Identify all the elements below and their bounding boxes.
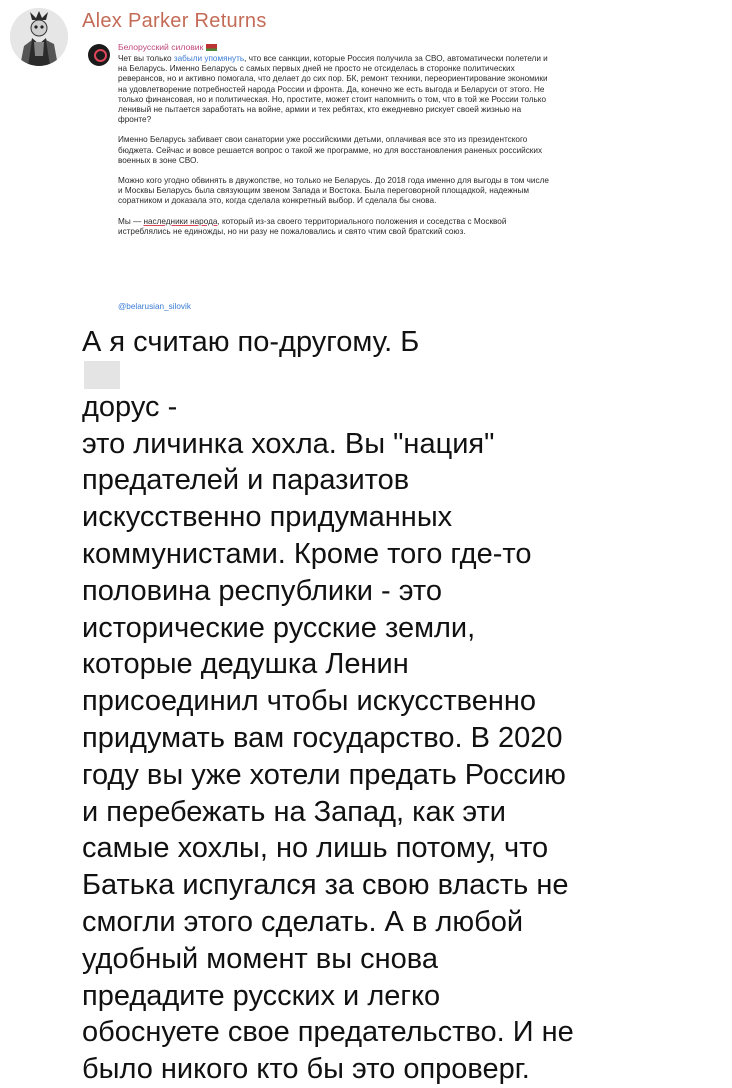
quoted-paragraph-2: Именно Беларусь забивает свои санатории уже российскими детьми, оплачивая все это из президентского бюджета. Сейчас и вовсе решается вопрос о такой же программе, но для восстановления раненых российских военных в зоне СВО. [118, 135, 543, 165]
post-line: предателей и паразитов [82, 464, 410, 497]
author-avatar[interactable] [10, 8, 68, 66]
post-line: было никого кто бы это опроверг. [82, 1053, 530, 1086]
post-line: Батька испугался за свою власть не [82, 869, 569, 902]
quoted-paragraph-4 [118, 217, 554, 237]
quoted-screenshot[interactable] [82, 40, 560, 318]
post-line: присоединил чтобы искусственно [82, 685, 537, 718]
post-line: обоснуете свое предательство. И не [82, 1016, 574, 1049]
post-line: коммунистами. Кроме того где-то [82, 537, 532, 570]
quoted-text-fragment: , который из-за своего территориального положения и соседства с Москвой истреблялись не единожды, но ни разу не пожаловались и свято чтим свой братский союз. [118, 216, 507, 236]
post-body [82, 324, 582, 1088]
post-line: самые хохлы, но лишь потому, что [82, 832, 549, 865]
post-line: искусственно придуманных [82, 501, 453, 534]
quoted-link-heirs[interactable]: наследники народа [143, 216, 218, 226]
quoted-text-fragment: , что все санкции, которые Россия получила за СВО, автоматически полетели и на Беларусь. Именно Беларусь с самых первых дней не просто не отсиделась в сторонке политических реверансов, но и активно помогала, что делает до сих пор. БК, ремонт техники, переориентирование экономики на удовлетворение потребностей народа России и фронта. Да, конечно же есть выгода и Беларуси от этого. Не только финансовая, но и политическая. Но, простите, может стоит напомнить о том, что в той же России только ленивый не пытается заработать на войне, армии и тех ребятах, кто ежедневно рискует своей жизнью на фронте? [118, 54, 548, 125]
quoted-link-forgot[interactable]: забыли упомянуть [173, 54, 245, 63]
quoted-text-fragment: Чет вы только [118, 54, 174, 63]
post-line: предадите русских и легко [82, 979, 441, 1012]
post-line: исторические русские земли, [82, 611, 476, 644]
post-line: году вы уже хотели предать Россию [82, 758, 566, 791]
post-line: которые дедушка Ленин [82, 648, 409, 681]
post-line: придумать вам государство. В 2020 [82, 721, 563, 754]
quoted-text-fragment: Мы — [118, 216, 144, 226]
post-line: удобный момент вы снова [82, 942, 438, 975]
channel-name [118, 42, 217, 52]
post-line: половина республики - это [82, 574, 442, 607]
quoted-paragraph-1 [118, 54, 554, 125]
post-line: смогли этого сделать. А в любой [82, 905, 524, 938]
quoted-paragraph-3: Можно кого угодно обвинять в двужопстве, но только не Беларусь. До 2018 года именно для выгоды в том числе и Москвы Беларусь была связующим звеном Запада и Востока. Была переговорной площадкой, надежным соратником и доказала это, когда сделала конкретный выбор. И сделала бы снова. [118, 176, 549, 206]
post-line: это личинка хохла. Вы "нация" [82, 427, 495, 460]
post-line: и перебежать на Запад, как эти [82, 795, 506, 828]
channel-handle-link[interactable]: @belarusian_silovik [118, 302, 191, 311]
post-line-start: А я считаю по-другому. Б [82, 326, 420, 358]
author-name[interactable]: Alex Parker Returns [82, 10, 267, 32]
belarus-flag-icon [206, 44, 217, 51]
post-line [82, 324, 582, 426]
post-line-end: дорус - [82, 390, 178, 423]
channel-name-text: Белорусский силовик [118, 42, 204, 52]
quoted-text [118, 54, 554, 247]
redacted-block [84, 361, 120, 389]
channel-avatar [88, 44, 110, 66]
